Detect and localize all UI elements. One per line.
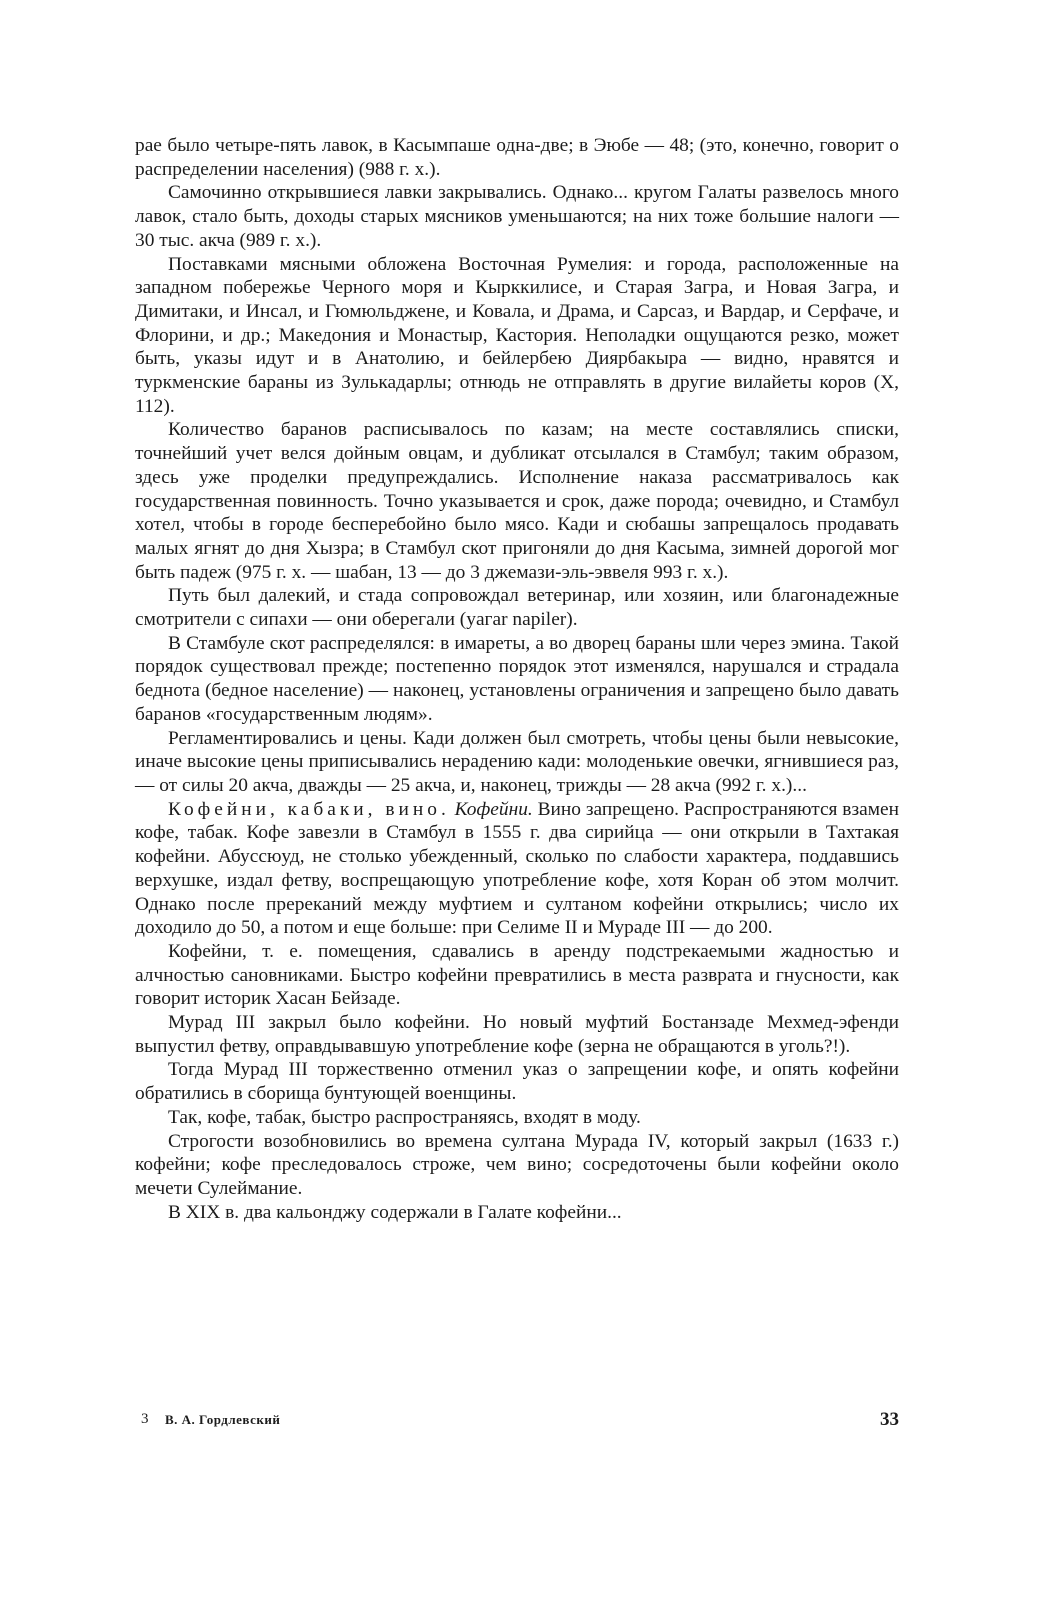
section-coffee-paragraph — [135, 798, 899, 940]
signature-number: 3 — [141, 1411, 149, 1427]
page-number: 33 — [880, 1409, 899, 1430]
page-body — [135, 134, 899, 1224]
page-footer — [141, 1409, 899, 1435]
paragraph-2: Самочинно открывшиеся лавки закрывались. Однако... кругом Галаты развелось много лавок, стало быть, доходы старых мясников уменьшаются; на них тоже большие налоги — 30 тыс. акча (989 г. х.). — [135, 182, 899, 251]
paragraph-14: В XIX в. два кальонджу содержали в Галате кофейни... — [168, 1201, 622, 1223]
paragraph-5: Путь был далекий, и стада сопровождал ветеринар, или хозяин, или благонадежные смотрители с сипахи — они оберегали (yaгаr napiler). — [135, 585, 899, 631]
paragraph-11: Тогда Мурад III торжественно отменил указ о запрещении кофе, и опять кофейни обратились в сборища бунтующей военщины. — [135, 1059, 899, 1105]
paragraph-12: Так, кофе, табак, быстро распространяясь, входят в моду. — [168, 1106, 641, 1128]
paragraph-10: Мурад III закрыл было кофейни. Но новый муфтий Бостанзаде Мехмед-эфенди выпустил фетву, оправдывавшую употребление кофе (зерна не обращаются в уголь?!). — [135, 1012, 899, 1057]
paragraph-13: Строгости возобновились во времена султана Мурада IV, который закрыл (1633 г.) кофейни; кофе преследовалось строже, чем вино; сосредоточены были кофейни около мечети Сулеймание. — [135, 1130, 899, 1199]
paragraph-3: Поставками мясными обложена Восточная Румелия: и города, расположенные на западном побережье Черного моря и Кырккилисе, и Старая Загра, и Новая Загра, и Димитаки, и Инсал, и Гюмюльджене, и Ковала, и Драма, и Сарсаз, и Вардар, и Серфаче, и Флорини, и др.; Македония и Монастыр, Кастория. Неполадки ощущаются резко, может быть, указы идут и в Анатолию, и бейлербею Диярбакыра — видно, нравятся и туркменские бараны из Зулькадарлы; отнюдь не отправлять в другие вилайеты коров (X, 112). — [135, 253, 899, 417]
paragraph-7: Регламентировались и цены. Кади должен был смотреть, чтобы цены были невысокие, иначе высокие цены приписывались нерадению кади: молоденькие овечки, ягнившиеся раз,— от силы 20 акча, дважды — 25 акча, и, наконец, трижды — 28 акча (992 г. х.)... — [135, 727, 899, 796]
paragraph-1: рае было четыре-пять лавок, в Касымпаше одна-две; в Эюбе — 48; (это, конечно, говорит о распределении населения) (988 г. х.). — [135, 135, 899, 180]
paragraph-9: Кофейни, т. е. помещения, сдавались в аренду подстрекаемыми жадностью и алчностью сановниками. Быстро кофейни превратились в места разврата и гнусности, как говорит историк Хасан Бейзаде. — [135, 940, 899, 1010]
paragraph-6: В Стамбуле скот распределялся: в имареты, а во дворец бараны шли через эмина. Такой порядок существовал прежде; постепенно порядок этот изменялся, нарушался и страдала беднота (бедное население) — наконец, установлены ограничения и запрещено было давать баранов «государственным людям». — [135, 632, 899, 725]
section-text: Вино запрещено. Распространяются взамен кофе, табак. Кофе завезли в Стамбул в 1555 г. два сирийца — они открыли в Тахтакая кофейни. Абуссюуд, не столько убежденный, сколько по слабости характера, поддавшись верхушке, издал фетву, воспрещающую употребление кофе, хотя Коран об этом молчит. Однако после пререканий между муфтием и султаном кофейни открылись; число их доходило до 50, а потом и еще больше: при Селиме II и Мураде III — до 200. — [135, 798, 899, 939]
paragraph-4: Количество баранов расписывалось по казам; на месте составлялись списки, точнейший учет велся дойным овцам, и дубликат отсылался в Стамбул; таким образом, здесь уже проделки предупреждались. Исполнение наказа рассматривалось как государственная повинность. Точно указывается и срок, даже порода; очевидно, и Стамбул хотел, чтобы в городе бесперебойно было мясо. Кади и сюбашы запрещалось продавать малых ягнят до дня Хызра; в Стамбул скот пригоняли до дня Касыма, зимней дорогой мог быть падеж (975 г. х. — шабан, 13 — до 3 джемази-эль-эввеля 993 г. х.). — [135, 419, 899, 583]
section-subheading: Кофейни. — [454, 798, 533, 820]
signature-author: В. А. Гордлевский — [165, 1412, 281, 1427]
section-heading: Кофейни, кабаки, вино. — [168, 798, 450, 820]
